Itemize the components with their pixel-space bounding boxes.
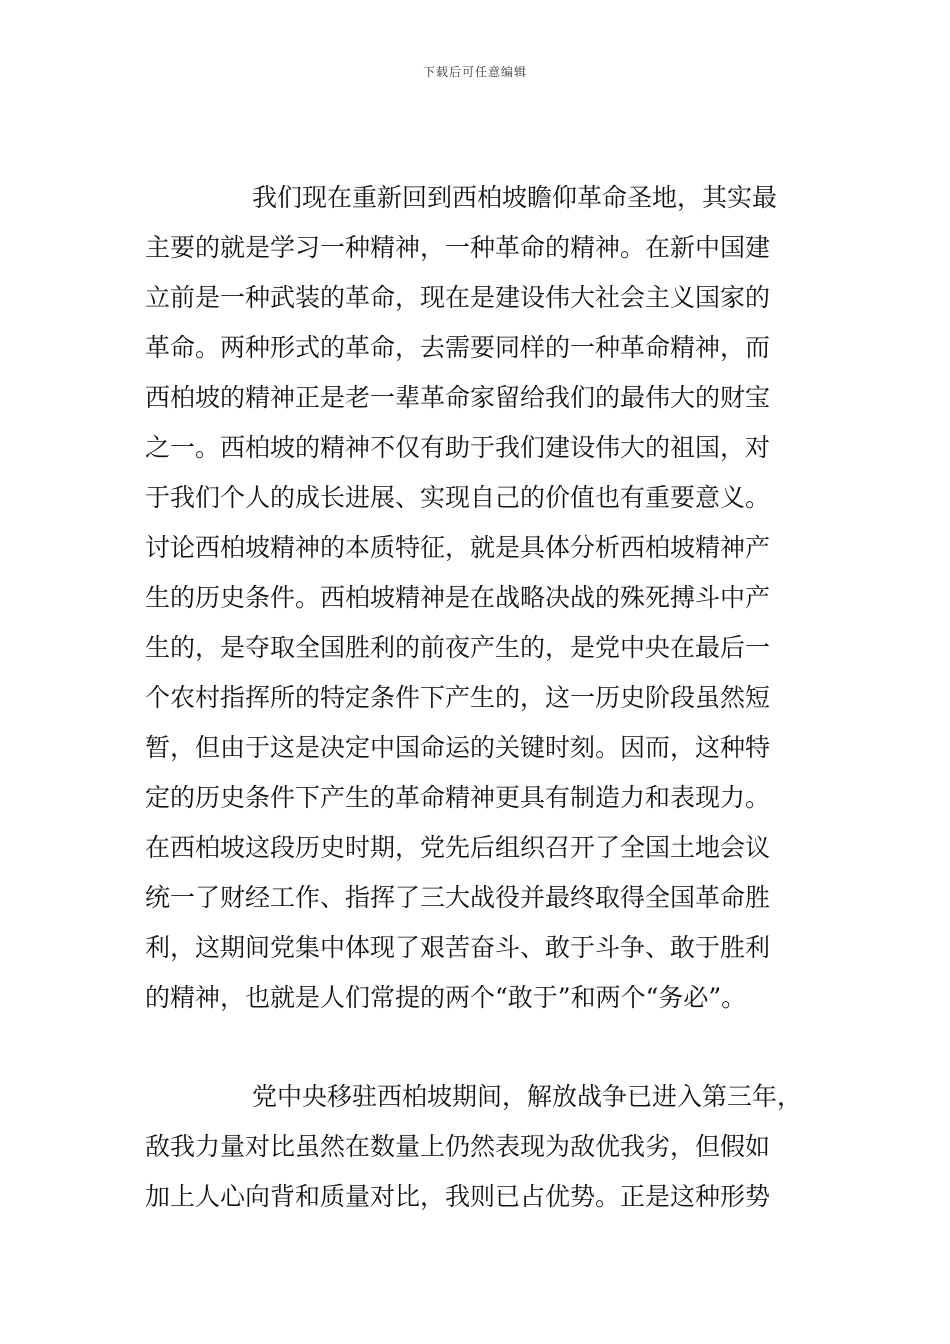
paragraph-line: 敌我力量对比虽然在数量上仍然表现为敌优我劣，但假如 xyxy=(145,1132,771,1161)
paragraph-line: 主要的就是学习一种精神，一种革命的精神。在新中国建 xyxy=(145,233,771,262)
paragraph-line: 暂，但由于这是决定中国命运的关键时刻。因而，这种特 xyxy=(145,733,771,762)
paragraph-line: 生的历史条件。西柏坡精神是在战略决战的殊死搏斗中产 xyxy=(145,583,771,612)
paragraph-line: 西柏坡的精神正是老一辈革命家留给我们的最伟大的财宝 xyxy=(145,383,771,412)
paragraph-line: 定的历史条件下产生的革命精神更具有制造力和表现力。 xyxy=(145,783,771,812)
paragraph-line: 立前是一种武装的革命，现在是建设伟大社会主义国家的 xyxy=(145,283,771,312)
paragraph-line: 的精神，也就是人们常提的两个“敢于”和两个“务必”。 xyxy=(145,983,747,1012)
paragraph-line: 党中央移驻西柏坡期间，解放战争已进入第三年， xyxy=(252,1082,803,1111)
paragraph-line: 于我们个人的成长进展、实现自己的价值也有重要意义。 xyxy=(145,483,771,512)
paragraph-1 xyxy=(145,173,810,1023)
paragraph-line: 个农村指挥所的特定条件下产生的，这一历史阶段虽然短 xyxy=(145,683,771,712)
paragraph-line: 利，这期间党集中体现了艰苦奋斗、敢于斗争、敢于胜利 xyxy=(145,933,771,962)
paragraph-line: 之一。西柏坡的精神不仅有助于我们建设伟大的祖国，对 xyxy=(145,433,771,462)
paragraph-line: 统一了财经工作、指挥了三大战役并最终取得全国革命胜 xyxy=(145,883,771,912)
paragraph-line: 在西柏坡这段历史时期，党先后组织召开了全国土地会议 xyxy=(145,833,771,862)
header-note: 下载后可任意编辑 xyxy=(422,65,527,79)
paragraph-line: 讨论西柏坡精神的本质特征，就是具体分析西柏坡精神产 xyxy=(145,533,771,562)
paragraph-line: 生的，是夺取全国胜利的前夜产生的，是党中央在最后一 xyxy=(145,633,771,662)
paragraph-line: 加上人心向背和质量对比，我则已占优势。正是这种形势 xyxy=(145,1182,771,1211)
paragraph-line: 我们现在重新回到西柏坡瞻仰革命圣地，其实最 xyxy=(252,183,778,212)
paragraph-line: 革命。两种形式的革命，去需要同样的一种革命精神，而 xyxy=(145,333,771,362)
paragraph-2 xyxy=(145,1072,810,1222)
